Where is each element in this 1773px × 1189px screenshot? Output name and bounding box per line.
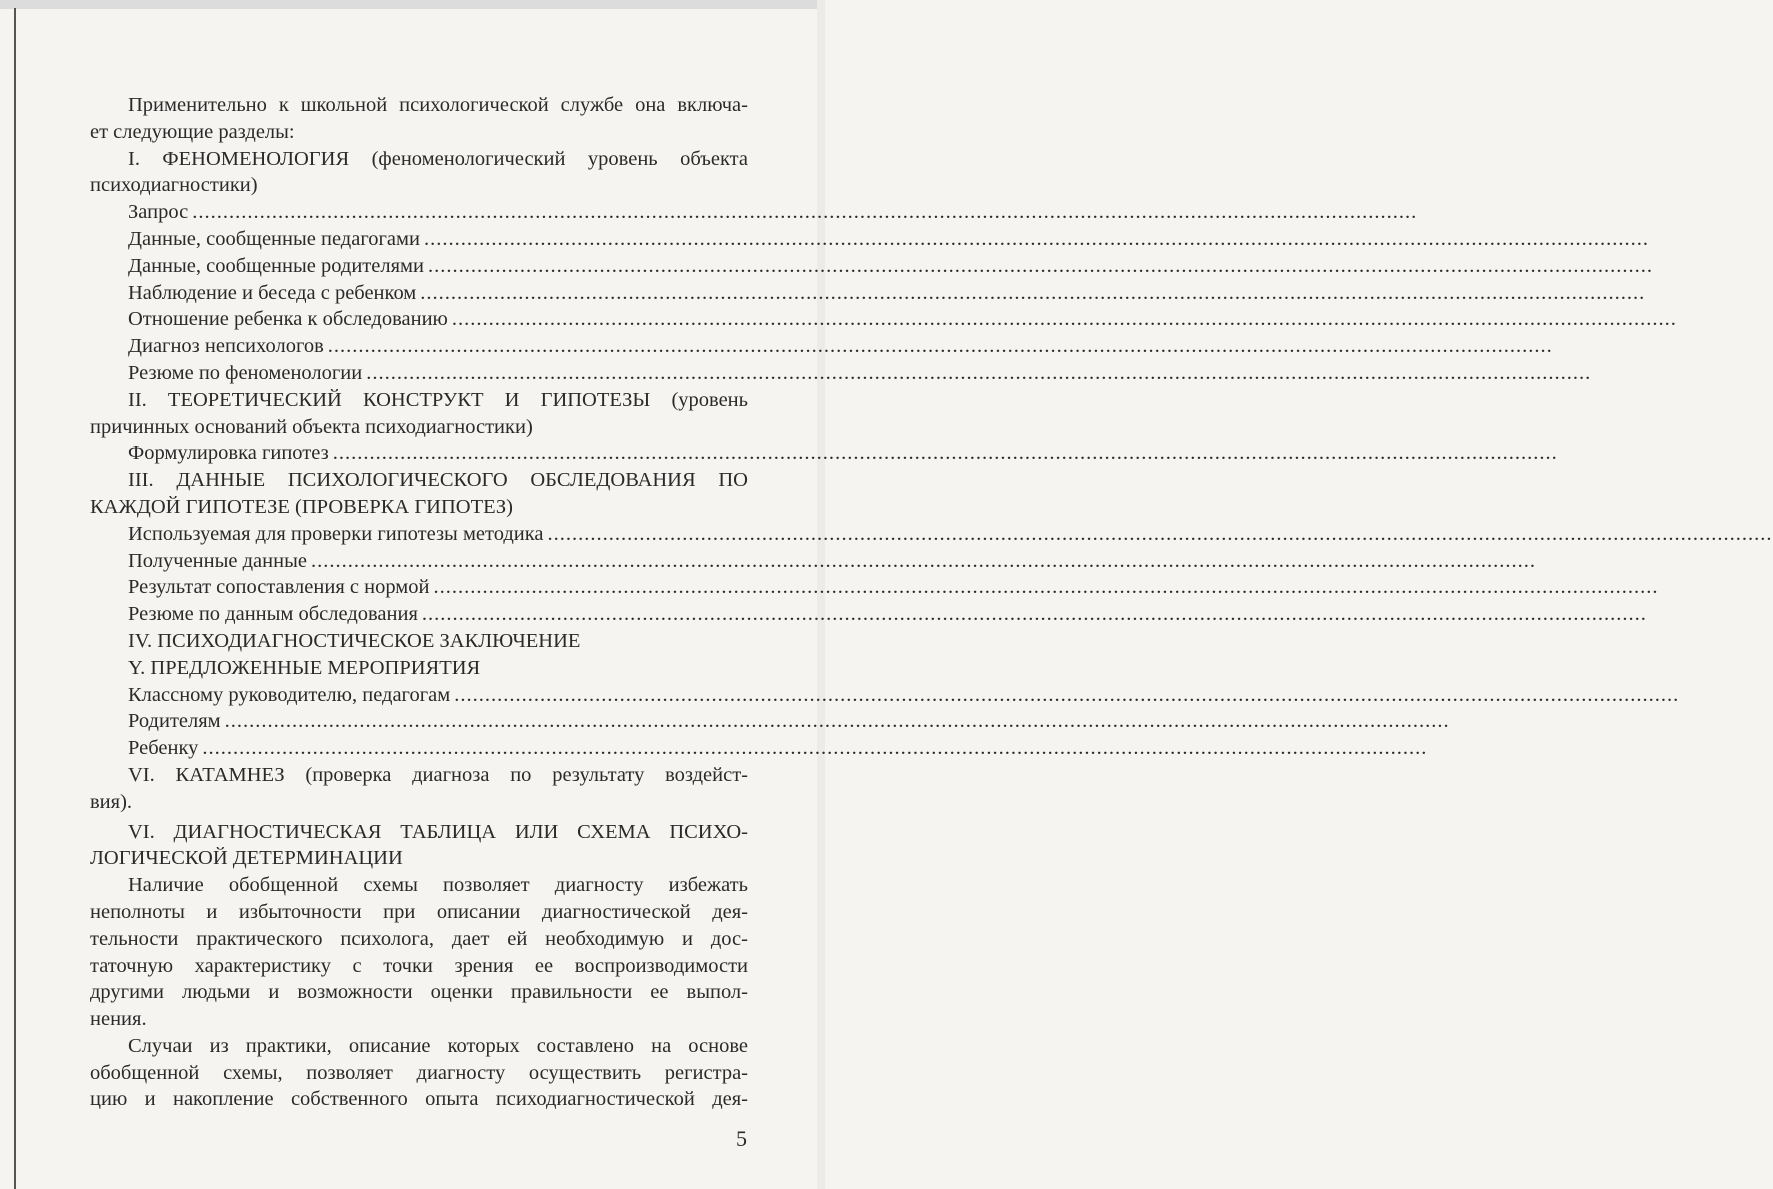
contents-entry (90, 280, 1646, 307)
contents-entry (90, 440, 1558, 467)
entry-label: Данные, сообщенные родителями (128, 254, 424, 277)
contents-entry (90, 253, 1653, 280)
text-line: психодиагностики) (90, 174, 258, 197)
dot-leader: ........................................................................................................................................................................................................ (420, 281, 1646, 304)
page-body-text (90, 92, 1773, 1113)
text-line: КАЖДОЙ ГИПОТЕЗЕ (ПРОВЕРКА ГИПОТЕЗ) (90, 495, 513, 518)
text-line: Y. ПРЕДЛОЖЕННЫЕ МЕРОПРИЯТИЯ (128, 656, 481, 679)
text-line: причинных оснований объекта психодиагностики) (90, 415, 533, 438)
scan-top-edge (0, 0, 825, 9)
contents-entry (90, 574, 1659, 601)
contents-entry (90, 682, 1680, 709)
contents-entry (90, 199, 1418, 226)
entry-label: Данные, сообщенные педагогами (128, 227, 420, 250)
text-line: IV. ПСИХОДИАГНОСТИЧЕСКОЕ ЗАКЛЮЧЕНИЕ (128, 629, 581, 652)
dot-leader: ........................................................................................................................................................................................................ (423, 227, 1649, 250)
entry-label: Резюме по феноменологии (128, 361, 363, 384)
text-line: обобщенной схемы, позволяет диагносту осуществить регистра- (90, 1061, 748, 1084)
entry-label: Используемая для проверки гипотезы методика (128, 522, 544, 545)
text-line: ЛОГИЧЕСКОЙ ДЕТЕРМИНАЦИИ (90, 847, 403, 870)
dot-leader: ........................................................................................................................................................................................................ (192, 201, 1418, 224)
contents-entry (90, 360, 1592, 387)
dot-leader: ........................................................................................................................................................................................................ (366, 361, 1592, 384)
text-line: цию и накопление собственного опыта психодиагностической дея- (90, 1088, 748, 1111)
dot-leader: ........................................................................................................................................................................................................ (332, 442, 1558, 465)
dot-leader: ........................................................................................................................................................................................................ (327, 335, 1553, 358)
text-line: таточную характеристику с точки зрения ее воспроизводимости (90, 954, 748, 977)
text-line: другими людьми и возможности оценки правильности ее выпол- (90, 981, 748, 1004)
contents-entry (90, 333, 1553, 360)
contents-entry (90, 548, 1536, 575)
contents-entry (90, 708, 1450, 735)
dot-leader: ........................................................................................................................................................................................................ (202, 737, 1428, 760)
text-line: неполноты и избыточности при описании диагностической дея- (90, 900, 748, 923)
page-number: 5 (736, 1126, 747, 1151)
entry-label: Запрос (128, 201, 189, 224)
dot-leader: ........................................................................................................................................................................................................ (224, 710, 1450, 733)
contents-entry (90, 735, 1428, 762)
text-line: I. ФЕНОМЕНОЛОГИЯ (феноменологический уровень объекта (128, 147, 748, 170)
text-line: вия). (90, 790, 133, 813)
contents-entry (90, 306, 1677, 333)
entry-label: Ребенку (128, 737, 199, 760)
text-line: ет следующие разделы: (90, 120, 295, 143)
entry-label: Классному руководителю, педагогам (128, 683, 451, 706)
contents-entry (90, 521, 1773, 548)
entry-label: Родителям (128, 710, 221, 733)
dot-leader: ........................................................................................................................................................................................................ (310, 549, 1536, 572)
entry-label: Результат сопоставления с нормой (128, 576, 430, 599)
contents-entry (90, 226, 1649, 253)
text-line: Применительно к школьной психологической службе она включа- (128, 94, 748, 116)
text-line: II. ТЕОРЕТИЧЕСКИЙ КОНСТРУКТ И ГИПОТЕЗЫ (уровень (128, 388, 748, 411)
entry-label: Наблюдение и беседа с ребенком (128, 281, 417, 304)
text-line: Наличие обобщенной схемы позволяет диагносту избежать (128, 874, 748, 897)
entry-label: Полученные данные (128, 549, 307, 572)
dot-leader: ........................................................................................................................................................................................................ (421, 603, 1647, 626)
dot-leader: ........................................................................................................................................................................................................ (451, 308, 1677, 331)
entry-label: Диагноз непсихологов (128, 335, 324, 358)
text-line: III. ДАННЫЕ ПСИХОЛОГИЧЕСКОГО ОБСЛЕДОВАНИЯ ПО (128, 469, 748, 492)
text-line: VI. КАТАМНЕЗ (проверка диагноза по результату воздейст- (128, 763, 748, 786)
dot-leader: ........................................................................................................................................................................................................ (547, 522, 1773, 545)
dot-leader: ........................................................................................................................................................................................................ (433, 576, 1659, 599)
dot-leader: ........................................................................................................................................................................................................ (427, 254, 1653, 277)
dot-leader: ........................................................................................................................................................................................................ (454, 683, 1680, 706)
entry-label: Резюме по данным обследования (128, 603, 418, 626)
text-line: Случаи из практики, описание которых составлено на основе (128, 1034, 748, 1057)
entry-label: Формулировка гипотез (128, 442, 329, 465)
page-left-edge (14, 8, 16, 1189)
entry-label: Отношение ребенка к обследованию (128, 308, 448, 331)
text-line: нения. (90, 1008, 147, 1031)
contents-entry (90, 601, 1647, 628)
text-line: VI. ДИАГНОСТИЧЕСКАЯ ТАБЛИЦА ИЛИ СХЕМА ПСИХО- (128, 820, 748, 843)
text-line: тельности практического психолога, дает ей необходимую и дос- (90, 927, 748, 950)
